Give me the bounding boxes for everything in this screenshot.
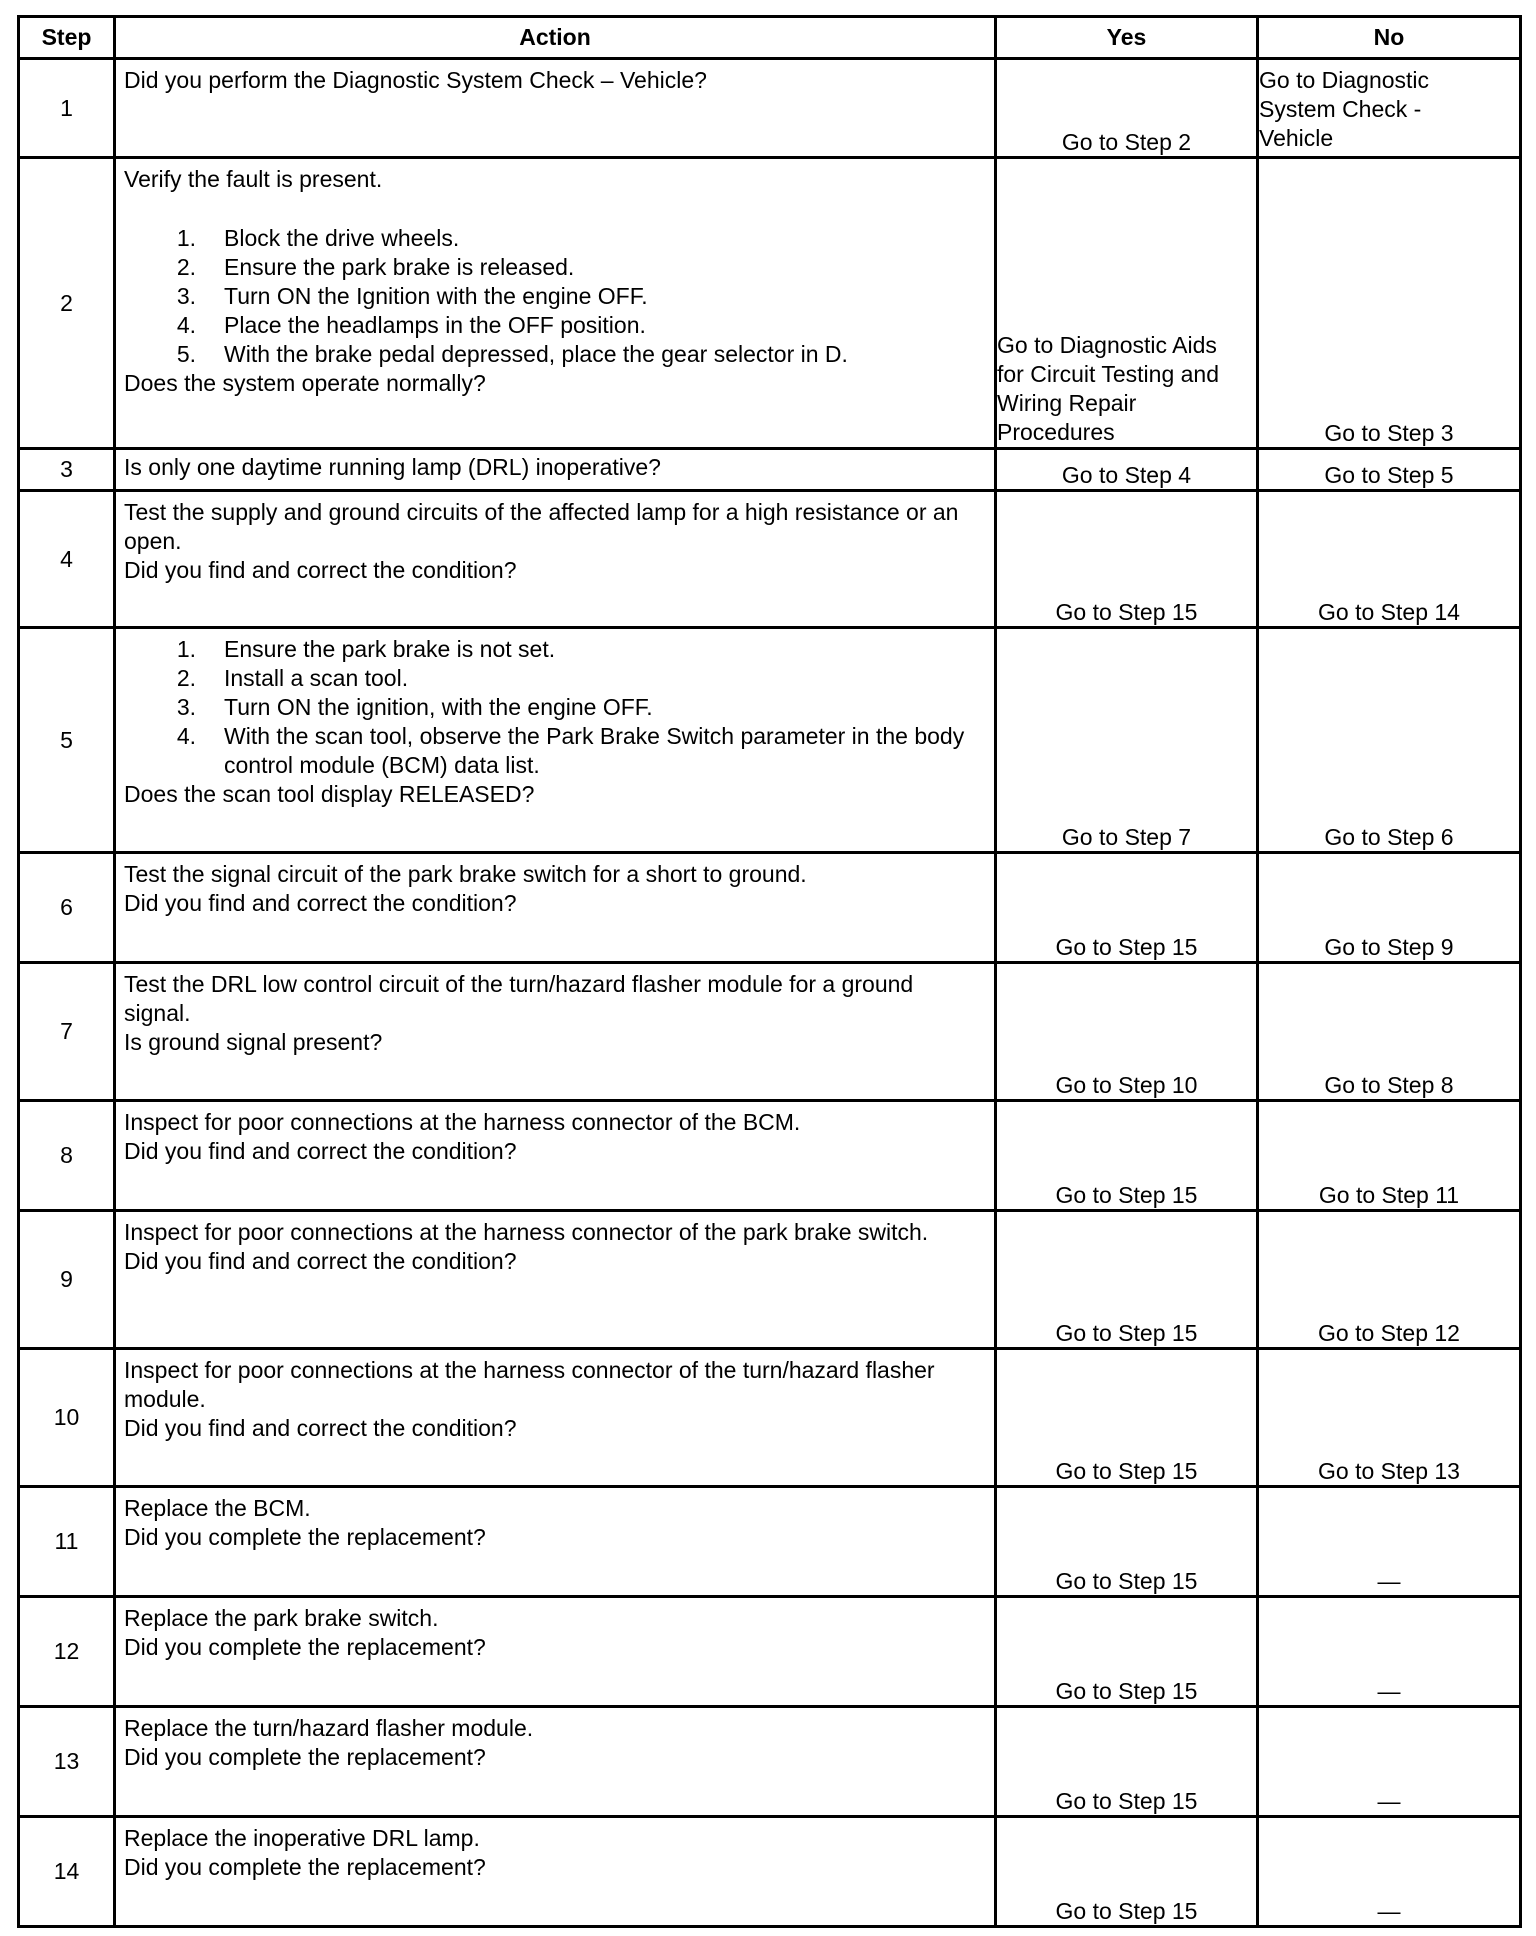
action-text: Inspect for poor connections at the harness connector of the park brake switch. <box>124 1219 929 1245</box>
no-cell: Go to Step 9 <box>1258 853 1521 963</box>
list-item: 4. Place the headlamps in the OFF position. <box>176 312 646 338</box>
step-number: 4 <box>19 491 115 628</box>
procedure-list <box>124 635 986 780</box>
diagnostic-table <box>17 15 1522 1928</box>
action-question: Did you complete the replacement? <box>124 1744 486 1770</box>
yes-cell <box>996 158 1258 449</box>
no-cell: Go to Step 12 <box>1258 1211 1521 1349</box>
list-item: 3. Turn ON the ignition, with the engine OFF. <box>176 694 653 720</box>
action-question: Did you find and correct the condition? <box>124 890 517 916</box>
action-cell <box>115 158 996 449</box>
action-cell <box>115 449 996 491</box>
step-number: 13 <box>19 1707 115 1817</box>
action-question: Did you complete the replacement? <box>124 1524 486 1550</box>
action-cell <box>115 491 996 628</box>
table-row <box>19 449 1521 491</box>
no-cell: Go to Step 13 <box>1258 1349 1521 1487</box>
list-item: 3. Turn ON the Ignition with the engine OFF. <box>176 283 648 309</box>
action-question: Did you find and correct the condition? <box>124 1415 517 1441</box>
action-question: Did you find and correct the condition? <box>124 1248 517 1274</box>
action-cell <box>115 1597 996 1707</box>
yes-cell: Go to Step 2 <box>996 59 1258 158</box>
header-step: Step <box>19 17 115 59</box>
list-item: 5. With the brake pedal depressed, place the gear selector in D. <box>176 341 848 367</box>
no-cell: — <box>1258 1707 1521 1817</box>
table-row <box>19 1707 1521 1817</box>
table-row <box>19 1487 1521 1597</box>
action-text: Replace the turn/hazard flasher module. <box>124 1715 534 1741</box>
step-number: 2 <box>19 158 115 449</box>
step-number: 1 <box>19 59 115 158</box>
action-cell <box>115 1487 996 1597</box>
action-cell <box>115 59 996 158</box>
step-number: 5 <box>19 628 115 853</box>
table-row <box>19 491 1521 628</box>
no-cell: Go to Step 3 <box>1258 158 1521 449</box>
action-text: Test the supply and ground circuits of the affected lamp for a high resistance or an open. <box>124 499 959 554</box>
action-cell <box>115 1211 996 1349</box>
step-number: 14 <box>19 1817 115 1927</box>
yes-cell: Go to Step 7 <box>996 628 1258 853</box>
action-question: Did you find and correct the condition? <box>124 557 517 583</box>
action-question: Did you find and correct the condition? <box>124 1138 517 1164</box>
no-text: Go to Diagnostic System Check - Vehicle <box>1259 67 1430 151</box>
yes-cell: Go to Step 15 <box>996 1487 1258 1597</box>
step-number: 6 <box>19 853 115 963</box>
procedure-list <box>124 224 986 369</box>
action-cell <box>115 963 996 1101</box>
header-no: No <box>1258 17 1521 59</box>
yes-cell: Go to Step 15 <box>996 1211 1258 1349</box>
table-row <box>19 963 1521 1101</box>
yes-cell: Go to Step 15 <box>996 491 1258 628</box>
action-text: Test the DRL low control circuit of the turn/hazard flasher module for a ground signal. <box>124 971 914 1026</box>
step-number: 7 <box>19 963 115 1101</box>
header-action: Action <box>115 17 996 59</box>
table-row <box>19 1817 1521 1927</box>
list-item: 2. Install a scan tool. <box>176 665 409 691</box>
no-cell: — <box>1258 1487 1521 1597</box>
list-item: 2. Ensure the park brake is released. <box>176 254 575 280</box>
step-number: 11 <box>19 1487 115 1597</box>
yes-cell: Go to Step 15 <box>996 1707 1258 1817</box>
step-number: 10 <box>19 1349 115 1487</box>
table-row <box>19 628 1521 853</box>
no-cell: Go to Step 14 <box>1258 491 1521 628</box>
yes-cell: Go to Step 15 <box>996 1349 1258 1487</box>
no-cell: Go to Step 5 <box>1258 449 1521 491</box>
no-cell: Go to Step 11 <box>1258 1101 1521 1211</box>
no-cell: — <box>1258 1817 1521 1927</box>
no-cell: — <box>1258 1597 1521 1707</box>
no-cell: Go to Step 6 <box>1258 628 1521 853</box>
action-text: Did you perform the Diagnostic System Check – Vehicle? <box>124 67 707 93</box>
action-text: Replace the inoperative DRL lamp. <box>124 1825 480 1851</box>
list-item: 1. Block the drive wheels. <box>176 225 460 251</box>
table-row <box>19 158 1521 449</box>
yes-cell: Go to Step 15 <box>996 1597 1258 1707</box>
step-number: 9 <box>19 1211 115 1349</box>
action-question: Is ground signal present? <box>124 1029 383 1055</box>
table-row <box>19 1349 1521 1487</box>
step-number: 8 <box>19 1101 115 1211</box>
yes-text: Go to Diagnostic Aids for Circuit Testing and Wiring Repair Procedures <box>997 332 1220 445</box>
action-cell <box>115 1707 996 1817</box>
table-row <box>19 1597 1521 1707</box>
action-question: Does the system operate normally? <box>124 370 486 396</box>
action-text: Inspect for poor connections at the harness connector of the turn/hazard flasher module. <box>124 1357 935 1412</box>
action-question: Does the scan tool display RELEASED? <box>124 781 535 807</box>
action-question: Did you complete the replacement? <box>124 1854 486 1880</box>
list-item: 4. With the scan tool, observe the Park Brake Switch parameter in the body control module (BCM) data list. <box>176 723 965 778</box>
yes-cell: Go to Step 15 <box>996 1817 1258 1927</box>
action-cell <box>115 1817 996 1927</box>
table-row <box>19 59 1521 158</box>
action-cell <box>115 853 996 963</box>
yes-cell: Go to Step 15 <box>996 1101 1258 1211</box>
action-text: Replace the BCM. <box>124 1495 311 1521</box>
step-number: 3 <box>19 449 115 491</box>
action-text: Inspect for poor connections at the harness connector of the BCM. <box>124 1109 801 1135</box>
no-cell <box>1258 59 1521 158</box>
action-cell <box>115 1349 996 1487</box>
list-item: 1. Ensure the park brake is not set. <box>176 636 556 662</box>
yes-cell: Go to Step 4 <box>996 449 1258 491</box>
table-row <box>19 1101 1521 1211</box>
table-row <box>19 853 1521 963</box>
action-text: Is only one daytime running lamp (DRL) inoperative? <box>124 454 661 480</box>
yes-cell: Go to Step 15 <box>996 853 1258 963</box>
table-row <box>19 1211 1521 1349</box>
yes-cell: Go to Step 10 <box>996 963 1258 1101</box>
action-text: Test the signal circuit of the park brake switch for a short to ground. <box>124 861 807 887</box>
action-question: Did you complete the replacement? <box>124 1634 486 1660</box>
action-text: Replace the park brake switch. <box>124 1605 439 1631</box>
header-yes: Yes <box>996 17 1258 59</box>
action-cell <box>115 1101 996 1211</box>
action-cell <box>115 628 996 853</box>
step-number: 12 <box>19 1597 115 1707</box>
header-row <box>19 17 1521 59</box>
action-intro: Verify the fault is present. <box>124 166 383 192</box>
no-cell: Go to Step 8 <box>1258 963 1521 1101</box>
